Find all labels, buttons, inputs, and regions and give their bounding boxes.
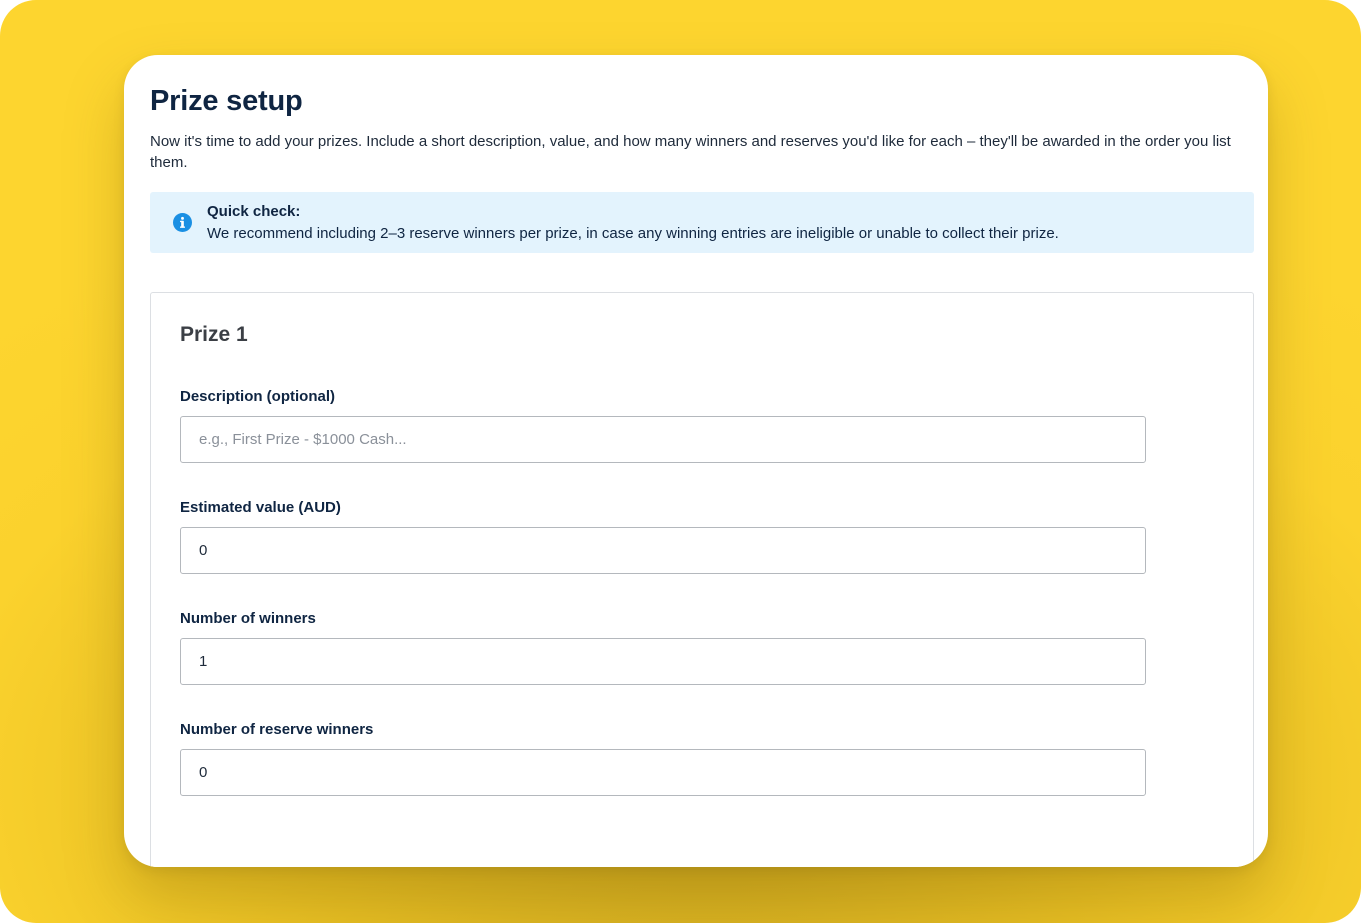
number-of-winners-input[interactable] <box>180 638 1146 685</box>
prize-title: Prize 1 <box>180 323 248 346</box>
intro-text: Now it's time to add your prizes. Include a short description, value, and how many winners and reserves you'd like for each – they'll be awarded in the order you list them. <box>150 133 1231 171</box>
number-of-winners-label: Number of winners <box>180 610 316 627</box>
description-input[interactable] <box>180 416 1146 463</box>
prize-panel <box>150 292 1254 867</box>
number-of-reserve-winners-input[interactable] <box>180 749 1146 796</box>
prize-setup-card <box>124 55 1268 867</box>
info-icon <box>173 213 192 232</box>
page-title: Prize setup <box>150 85 303 117</box>
number-of-reserve-winners-label: Number of reserve winners <box>180 721 374 738</box>
alert-text: We recommend including 2–3 reserve winners per prize, in case any winning entries are ineligible or unable to collect their prize. <box>207 225 1059 242</box>
estimated-value-label: Estimated value (AUD) <box>180 499 341 516</box>
quick-check-alert <box>150 192 1254 253</box>
estimated-value-input[interactable] <box>180 527 1146 574</box>
description-label: Description (optional) <box>180 388 335 405</box>
alert-title: Quick check: <box>207 203 301 220</box>
